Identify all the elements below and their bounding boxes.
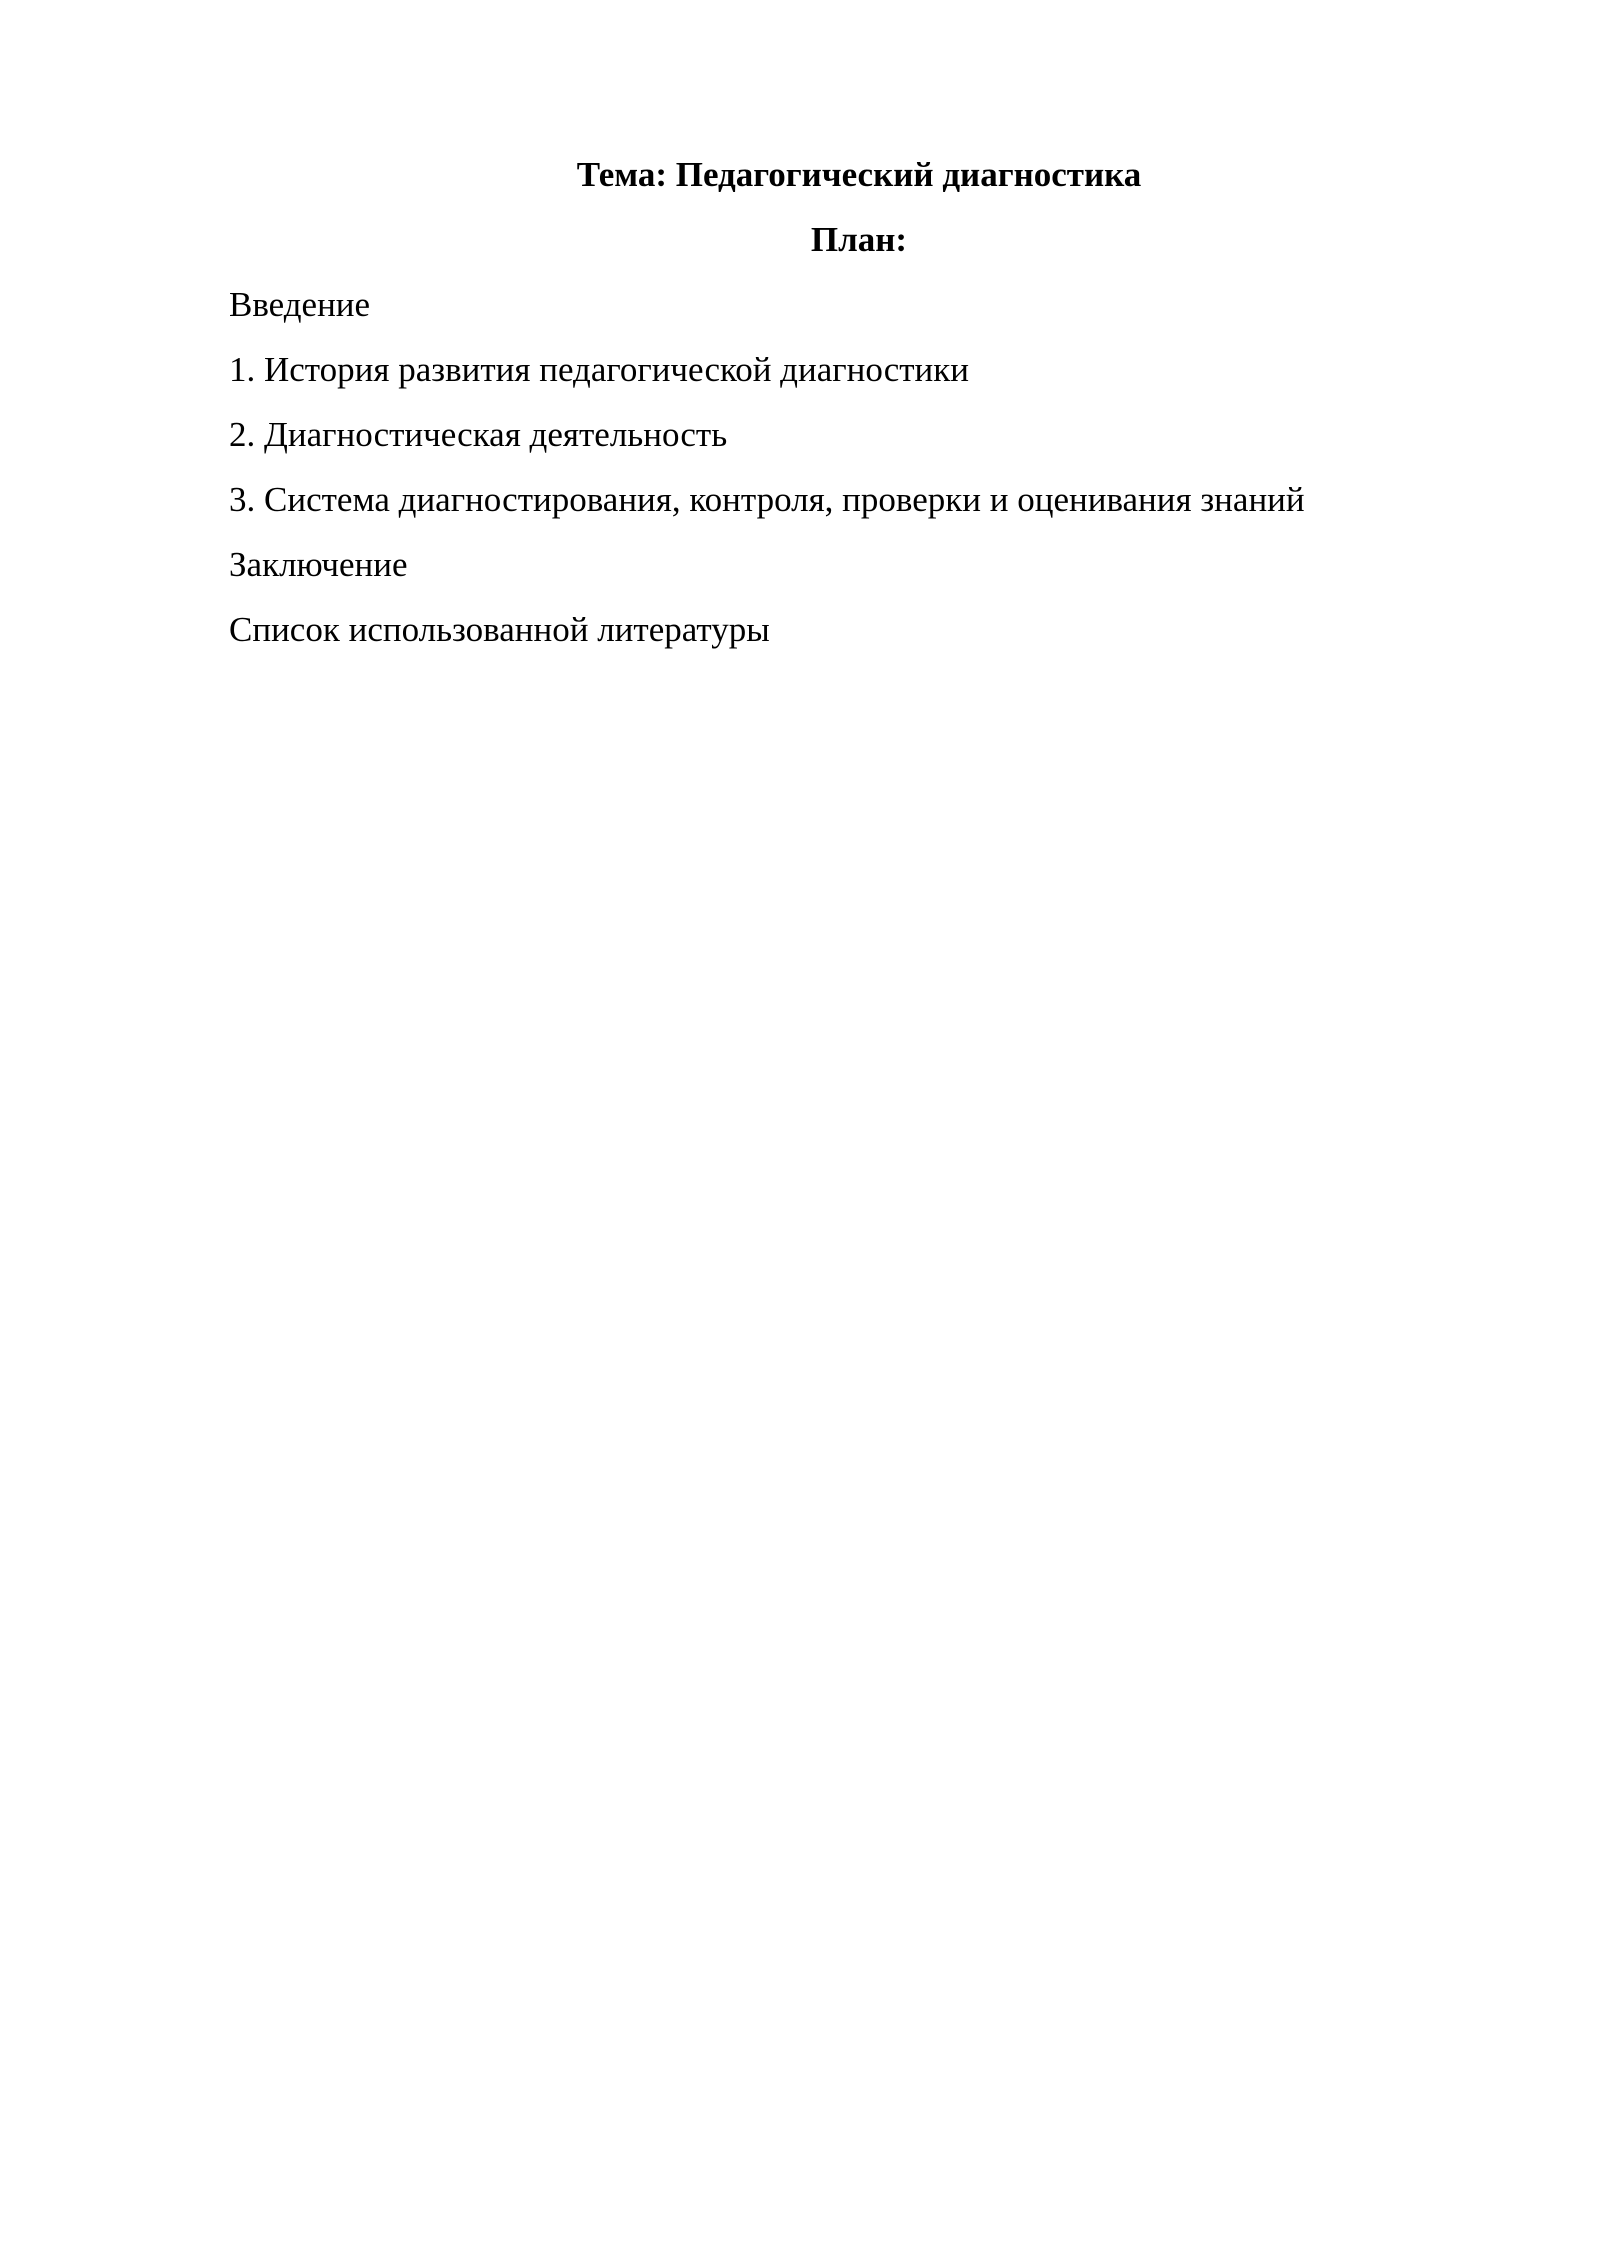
- plan-list: [229, 285, 1305, 675]
- plan-item-references: Список использованной литературы: [229, 610, 770, 649]
- plan-item-assessment-system: 3. Система диагностирования, контроля, проверки и оценивания знаний: [229, 480, 1305, 519]
- plan-item-conclusion: Заключение: [229, 545, 408, 584]
- plan-item-history: 1. История развития педагогической диагностики: [229, 350, 970, 389]
- plan-heading: План:: [810, 220, 908, 259]
- document-title: Тема: Педагогический диагностика: [576, 155, 1142, 194]
- plan-item-introduction: Введение: [229, 285, 371, 324]
- plan-item-diagnostic-activity: 2. Диагностическая деятельность: [229, 415, 728, 454]
